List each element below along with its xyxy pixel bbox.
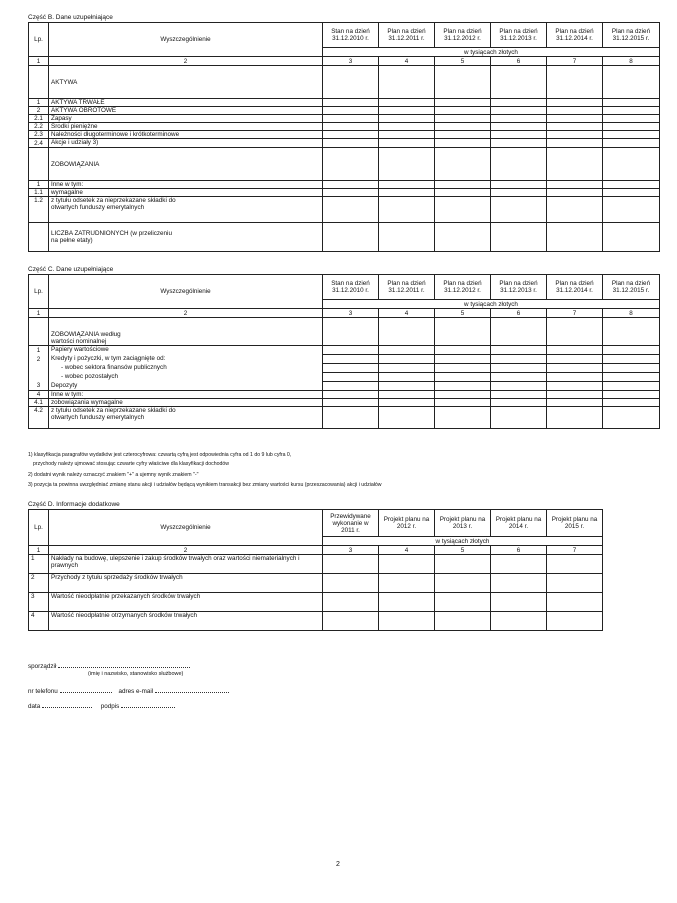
row-label: Kredyty i pożyczki, w tym zaciągnięte od: — [49, 355, 323, 364]
row-label: Akcje i udziały 3) — [49, 139, 323, 148]
row-lp: 2.3 — [29, 131, 49, 139]
signature-line[interactable] — [121, 701, 175, 708]
footnote: 1) klasyfikacja paragrafów wydatków jest czterocyfrowa: czwartą cyfrą jest odpowiednia cyfra od 1 do 9 lub cyfra 0, — [28, 452, 292, 458]
header-col: Plan na dzień 31.12.2015 r. — [603, 275, 660, 300]
row-label: wymagalne — [49, 189, 323, 197]
header-col: Stan na dzień 31.12.2010 r. — [323, 275, 379, 300]
table-row — [29, 131, 660, 139]
row-label: AKTYWA OBROTOWE — [49, 107, 323, 115]
header-desc: Wyszczególnienie — [49, 275, 323, 309]
part-b-title: Część B. Dane uzupełniające — [28, 14, 113, 21]
prepared-by-label: sporządził — [28, 663, 57, 670]
row-lp: 4 — [29, 612, 49, 631]
table-row — [29, 382, 660, 391]
row-lp: 1.1 — [29, 189, 49, 197]
row-label: Zapasy — [49, 115, 323, 123]
row-lp: 1.2 — [29, 197, 49, 223]
header-col: Projekt planu na 2014 r. — [491, 510, 547, 537]
header-col: Plan na dzień 31.12.2011 r. — [379, 23, 435, 48]
table-row — [29, 391, 660, 399]
row-lp: 2.2 — [29, 123, 49, 131]
table-row — [29, 123, 660, 131]
date-field[interactable] — [28, 701, 175, 711]
row-label: Przychody z tytułu sprzedaży środków trwałych — [49, 574, 323, 593]
row-lp: 2 — [29, 355, 49, 364]
prepared-by-line[interactable] — [58, 661, 190, 668]
row-lp: 4.1 — [29, 399, 49, 407]
col-number: 2 — [49, 546, 323, 555]
table-row — [29, 181, 660, 189]
header-col: Plan na dzień 31.12.2013 r. — [491, 275, 547, 300]
col-number: 1 — [29, 309, 49, 318]
row-label: Papiery wartościowe — [49, 346, 323, 355]
col-number: 1 — [29, 57, 49, 66]
header-col: Plan na dzień 31.12.2011 r. — [379, 275, 435, 300]
row-lp: 2 — [29, 574, 49, 593]
table-row — [29, 399, 660, 407]
signature-label: podpis — [100, 703, 120, 710]
col-number: 2 — [49, 57, 323, 66]
col-number: 6 — [491, 546, 547, 555]
row-lp — [29, 66, 49, 99]
table-row — [29, 99, 660, 107]
header-lp: Lp. — [29, 275, 49, 309]
page-number: 2 — [336, 861, 340, 868]
row-label: Inne w tym: — [49, 391, 323, 399]
header-lp: Lp. — [29, 23, 49, 57]
table-row — [29, 574, 603, 593]
table-row — [29, 318, 660, 346]
col-number: 3 — [323, 57, 379, 66]
part-d-table — [28, 509, 603, 631]
prepared-by-caption: (imię i nazwisko, stanowisko służbowe) — [88, 671, 184, 677]
table-row — [29, 189, 660, 197]
part-c-table — [28, 274, 660, 429]
row-lp — [29, 373, 49, 382]
row-lp: 1 — [29, 555, 49, 574]
col-number: 6 — [491, 309, 547, 318]
footnote: przychody należy ujmować stosując czwarte cyfry właściwe dla klasyfikacji dochodów — [33, 461, 230, 467]
unit-label: w tysiącach złotych — [323, 300, 660, 309]
row-label: Depozyty — [49, 382, 323, 391]
row-label: - wobec sektora finansów publicznych — [49, 364, 323, 373]
row-label: Wartość nieodpłatnie przekazanych środków trwałych — [49, 593, 323, 612]
header-col: Projekt planu na 2015 r. — [547, 510, 603, 537]
col-number: 3 — [323, 309, 379, 318]
header-col: Plan na dzień 31.12.2014 r. — [547, 23, 603, 48]
part-b-table — [28, 22, 660, 252]
header-col: Plan na dzień 31.12.2015 r. — [603, 23, 660, 48]
row-lp: 1 — [29, 346, 49, 355]
phone-label: nr telefonu — [28, 688, 58, 695]
table-row — [29, 593, 603, 612]
col-number: 4 — [379, 57, 435, 66]
unit-label: w tysiącach złotych — [323, 537, 603, 546]
header-col: Projekt planu na 2012 r. — [379, 510, 435, 537]
header-col: Stan na dzień 31.12.2010 r. — [323, 23, 379, 48]
part-d-title: Część D. Informacje dodatkowe — [28, 501, 120, 508]
row-lp: 4.2 — [29, 407, 49, 429]
table-row — [29, 612, 603, 631]
table-row — [29, 223, 660, 252]
header-col: Plan na dzień 31.12.2012 r. — [435, 23, 491, 48]
row-lp: 4 — [29, 391, 49, 399]
date-label: data — [28, 703, 41, 710]
row-lp — [29, 148, 49, 181]
phone-line[interactable] — [60, 686, 112, 693]
row-label: AKTYWA — [49, 66, 323, 99]
table-row — [29, 139, 660, 148]
row-lp: 2.1 — [29, 115, 49, 123]
row-label: Nakłady na budowę, ulepszenie i zakup środków trwałych oraz wartości niematerialnych i prawnych — [49, 555, 323, 574]
row-label: Wartość nieodpłatnie otrzymanych środków trwałych — [49, 612, 323, 631]
table-row — [29, 148, 660, 181]
row-label: zobowiązania wymagalne — [49, 399, 323, 407]
table-row — [29, 373, 660, 382]
col-number: 3 — [323, 546, 379, 555]
row-lp: 2 — [29, 107, 49, 115]
row-label: z tytułu odsetek za nieprzekazane składki do otwartych funduszy emerytalnych — [49, 407, 323, 429]
row-label: LICZBA ZATRUDNIONYCH (w przeliczeniu na pełne etaty) — [49, 223, 323, 252]
row-label: Inne w tym: — [49, 181, 323, 189]
col-number: 2 — [49, 309, 323, 318]
col-number: 8 — [603, 57, 660, 66]
row-label: Środki pieniężne — [49, 123, 323, 131]
table-row — [29, 66, 660, 99]
col-number: 7 — [547, 546, 603, 555]
table-row — [29, 555, 603, 574]
header-lp: Lp. — [29, 510, 49, 546]
table-row — [29, 355, 660, 364]
email-line[interactable] — [155, 686, 229, 693]
header-col: Projekt planu na 2013 r. — [435, 510, 491, 537]
col-number: 7 — [547, 57, 603, 66]
col-number: 5 — [435, 546, 491, 555]
row-label: - wobec pozostałych — [49, 373, 323, 382]
header-desc: Wyszczególnienie — [49, 23, 323, 57]
row-lp: 1 — [29, 99, 49, 107]
phone-field[interactable] — [28, 686, 229, 696]
row-lp — [29, 364, 49, 373]
row-lp: 3 — [29, 382, 49, 391]
col-number: 1 — [29, 546, 49, 555]
col-number: 7 — [547, 309, 603, 318]
part-c-title: Część C. Dane uzupełniające — [28, 266, 114, 273]
row-lp: 2.4 — [29, 139, 49, 148]
row-lp — [29, 223, 49, 252]
date-line[interactable] — [42, 701, 92, 708]
header-col: Plan na dzień 31.12.2014 r. — [547, 275, 603, 300]
header-col: Plan na dzień 31.12.2012 r. — [435, 275, 491, 300]
row-label: AKTYWA TRWAŁE — [49, 99, 323, 107]
table-row — [29, 346, 660, 355]
table-row — [29, 115, 660, 123]
unit-label: w tysiącach złotych — [323, 48, 660, 57]
row-lp — [29, 318, 49, 346]
col-number: 4 — [379, 309, 435, 318]
col-number: 5 — [435, 57, 491, 66]
col-number: 4 — [379, 546, 435, 555]
table-row — [29, 407, 660, 429]
row-label: Należności długoterminowe i krótkoterminowe — [49, 131, 323, 139]
footnote: 2) dodatni wynik należy oznaczyć znakiem "+" a ujemny wynik znakiem "-" — [28, 472, 199, 478]
col-number: 6 — [491, 57, 547, 66]
row-lp: 3 — [29, 593, 49, 612]
row-label: z tytułu odsetek za nieprzekazane składki do otwartych funduszy emerytalnych — [49, 197, 323, 223]
col-number: 8 — [603, 309, 660, 318]
table-row — [29, 197, 660, 223]
col-number: 5 — [435, 309, 491, 318]
table-row — [29, 364, 660, 373]
row-lp: 1 — [29, 181, 49, 189]
row-label: ZOBOWIĄZANIA według wartości nominalnej — [49, 318, 323, 346]
row-label: ZOBOWIĄZANIA — [49, 148, 323, 181]
header-desc: Wyszczególnienie — [49, 510, 323, 546]
footnote: 3) pozycja ta powinna uwzględniać zmianę stanu akcji i udziałów będącą wynikiem transakcji bez zmiany wartości kursu (przeszacowania) akcji i udziałów — [28, 482, 382, 488]
email-label: adres e-mail — [118, 688, 154, 695]
header-col: Plan na dzień 31.12.2013 r. — [491, 23, 547, 48]
header-col: Przewidywane wykonanie w 2011 r. — [323, 510, 379, 537]
table-row — [29, 107, 660, 115]
